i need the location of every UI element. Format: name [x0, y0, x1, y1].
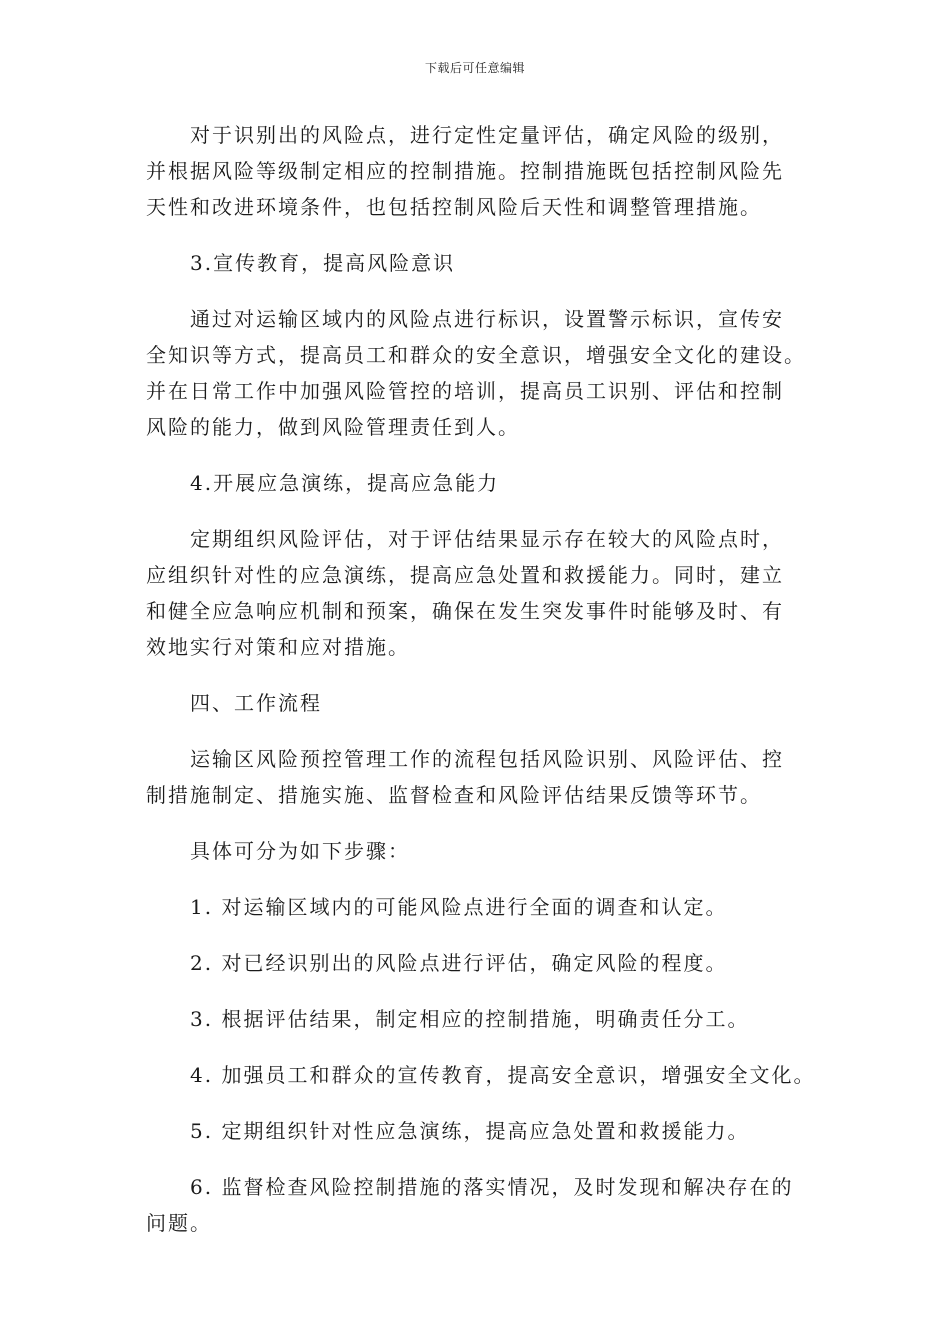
paragraph	[146, 1001, 818, 1037]
paragraph-line: 具体可分为如下步骤：	[190, 839, 410, 863]
paragraph-line: 3.宣传教育，提高风险意识	[190, 251, 456, 275]
paragraph-gap	[146, 1149, 818, 1169]
paragraph-gap	[146, 281, 818, 301]
paragraph-gap	[146, 1037, 818, 1057]
paragraph	[146, 945, 818, 981]
paragraph	[146, 465, 818, 501]
paragraph	[146, 833, 818, 869]
paragraph	[146, 117, 818, 225]
paragraph-line: 2. 对已经识别出的风险点进行评估，确定风险的程度。	[190, 951, 728, 975]
header-note: 下载后可任意编辑	[424, 61, 525, 75]
paragraph-line: 全知识等方式，提高员工和群众的安全意识，增强安全文化的建设。	[146, 343, 806, 367]
paragraph-gap	[146, 813, 818, 833]
paragraph-line: 定期组织风险评估，对于评估结果显示存在较大的风险点时，	[190, 527, 784, 551]
paragraph	[146, 1113, 818, 1149]
paragraph-line: 1. 对运输区域内的可能风险点进行全面的调查和认定。	[190, 895, 728, 919]
paragraph-line: 四、工作流程	[190, 691, 322, 715]
paragraph-line: 制措施制定、措施实施、监督检查和风险评估结果反馈等环节。	[146, 783, 762, 807]
paragraph	[146, 685, 818, 721]
paragraph-gap	[146, 925, 818, 945]
paragraph	[146, 245, 818, 281]
paragraph	[146, 521, 818, 665]
paragraph-gap	[146, 721, 818, 741]
paragraph	[146, 741, 818, 813]
paragraph-line: 6. 监督检查风险控制措施的落实情况，及时发现和解决存在的	[190, 1175, 794, 1199]
paragraph	[146, 1169, 818, 1241]
paragraph	[146, 889, 818, 925]
paragraph-gap	[146, 981, 818, 1001]
paragraph-line: 3. 根据评估结果，制定相应的控制措施，明确责任分工。	[190, 1007, 750, 1031]
paragraph-line: 通过对运输区域内的风险点进行标识，设置警示标识，宣传安	[190, 307, 784, 331]
paragraph-gap	[146, 501, 818, 521]
paragraph-line: 对于识别出的风险点，进行定性定量评估，确定风险的级别，	[190, 123, 784, 147]
paragraph-line: 4.开展应急演练，提高应急能力	[190, 471, 500, 495]
paragraph	[146, 1057, 818, 1093]
paragraph-line: 问题。	[146, 1211, 212, 1235]
paragraph-line: 4. 加强员工和群众的宣传教育，提高安全意识，增强安全文化。	[190, 1063, 816, 1087]
paragraph-gap	[146, 225, 818, 245]
paragraph-line: 应组织针对性的应急演练，提高应急处置和救援能力。同时，建立	[146, 563, 784, 587]
paragraph-line: 风险的能力，做到风险管理责任到人。	[146, 415, 520, 439]
paragraph	[146, 301, 818, 445]
paragraph-line: 运输区风险预控管理工作的流程包括风险识别、风险评估、控	[190, 747, 784, 771]
paragraph-line: 效地实行对策和应对措施。	[146, 635, 410, 659]
paragraph-line: 5. 定期组织针对性应急演练，提高应急处置和救援能力。	[190, 1119, 750, 1143]
paragraph-line: 并根据风险等级制定相应的控制措施。控制措施既包括控制风险先	[146, 159, 784, 183]
paragraph-gap	[146, 869, 818, 889]
paragraph-gap	[146, 445, 818, 465]
paragraph-line: 天性和改进环境条件，也包括控制风险后天性和调整管理措施。	[146, 195, 762, 219]
paragraph-gap	[146, 665, 818, 685]
paragraph-line: 并在日常工作中加强风险管控的培训，提高员工识别、评估和控制	[146, 379, 784, 403]
document-body	[146, 117, 818, 1241]
paragraph-line: 和健全应急响应机制和预案，确保在发生突发事件时能够及时、有	[146, 599, 784, 623]
paragraph-gap	[146, 1093, 818, 1113]
